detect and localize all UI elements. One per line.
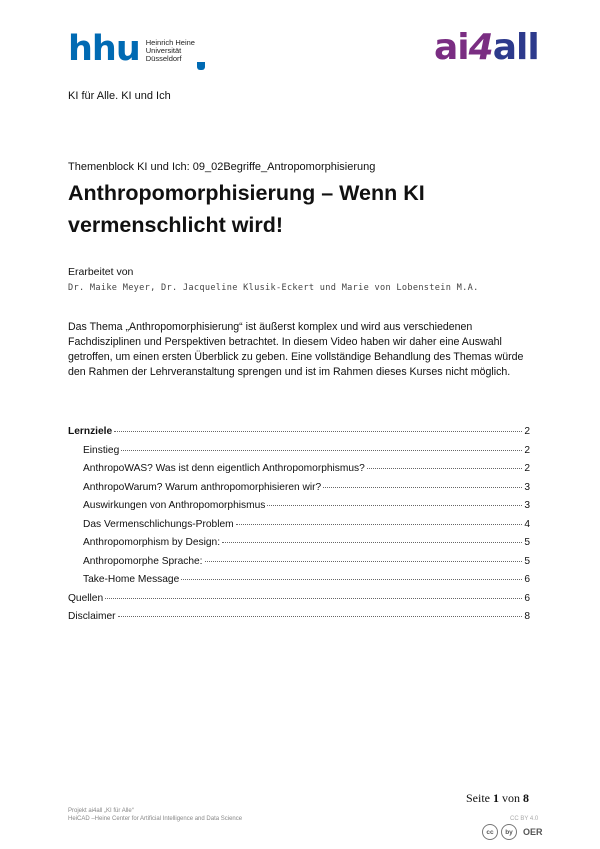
toc-item-disclaimer[interactable]: Disclaimer 8 [68, 611, 530, 622]
toc-item-anthropowas[interactable]: AnthropoWAS? Was ist denn eigentlich Anthropomorphismus? 2 [83, 463, 530, 474]
toc-item-by-design[interactable]: Anthropomorphism by Design: 5 [83, 537, 530, 548]
toc-item-take-home[interactable]: Take-Home Message 6 [83, 574, 530, 585]
table-of-contents [68, 426, 530, 630]
document-title: Anthropomorphisierung – Wenn KI vermenschlicht wird! [68, 181, 425, 237]
by-icon: by [501, 824, 517, 840]
toc-item-anthropowarum[interactable]: AnthropoWarum? Warum anthropomorphisieren wir? 3 [83, 481, 530, 493]
hhu-logo-mark: hhu [68, 29, 140, 69]
toc-item-einstieg[interactable]: Einstieg 2 [83, 444, 530, 456]
ai4all-logo: ai4all [434, 27, 539, 68]
intro-paragraph: Das Thema „Anthropomorphisierung“ ist äußerst komplex und wird aus verschiedenen Fachdisziplinen und Perspektiven betrachtet. In diesem Video haben wir daher eine Auswahl getroffen, um einen ersten Überblick zu geben. Eine vollständige Behandlung des Themas würde den Rahmen der Lehrveranstaltung sprengen und ist im Rahmen dieses Kurses nicht möglich. [68, 321, 524, 378]
toc-item-quellen[interactable]: Quellen 6 [68, 592, 530, 604]
toc-item-auswirkungen[interactable]: Auswirkungen von Anthropomorphismus 3 [83, 500, 530, 511]
course-title: KI für Alle. KI und Ich [68, 90, 171, 102]
authors-label: Erarbeitet von [68, 266, 134, 278]
license-text: CC BY 4.0 [510, 816, 539, 822]
license-badges [482, 824, 543, 840]
hhu-logo-text: Heinrich Heine Universität Düsseldorf [145, 38, 195, 63]
cc-icon: cc [482, 824, 498, 840]
page-number: Seite 1 von 8 [466, 791, 529, 805]
footer-credits: Projekt ai4all „KI für Alle“ HeiCAD –Heine Center for Artificial Intelligence and Data Science [68, 808, 243, 822]
authors-names: Dr. Maike Meyer, Dr. Jacqueline Klusik-Eckert und Marie von Lobenstein M.A. [68, 283, 479, 293]
hhu-logo-dot-icon [197, 62, 205, 70]
toc-item-anthropomorphe-sprache[interactable]: Anthropomorphe Sprache: 5 [83, 555, 530, 567]
hhu-logo [68, 29, 205, 69]
toc-item-vermenschlichungs-problem[interactable]: Das Vermenschlichungs-Problem 4 [83, 518, 530, 530]
themenblock-line: Themenblock KI und Ich: 09_02Begriffe_Antropomorphisierung [68, 161, 376, 173]
toc-item-lernziele[interactable]: Lernziele 2 [68, 426, 530, 437]
oer-logo: OER [523, 827, 543, 837]
